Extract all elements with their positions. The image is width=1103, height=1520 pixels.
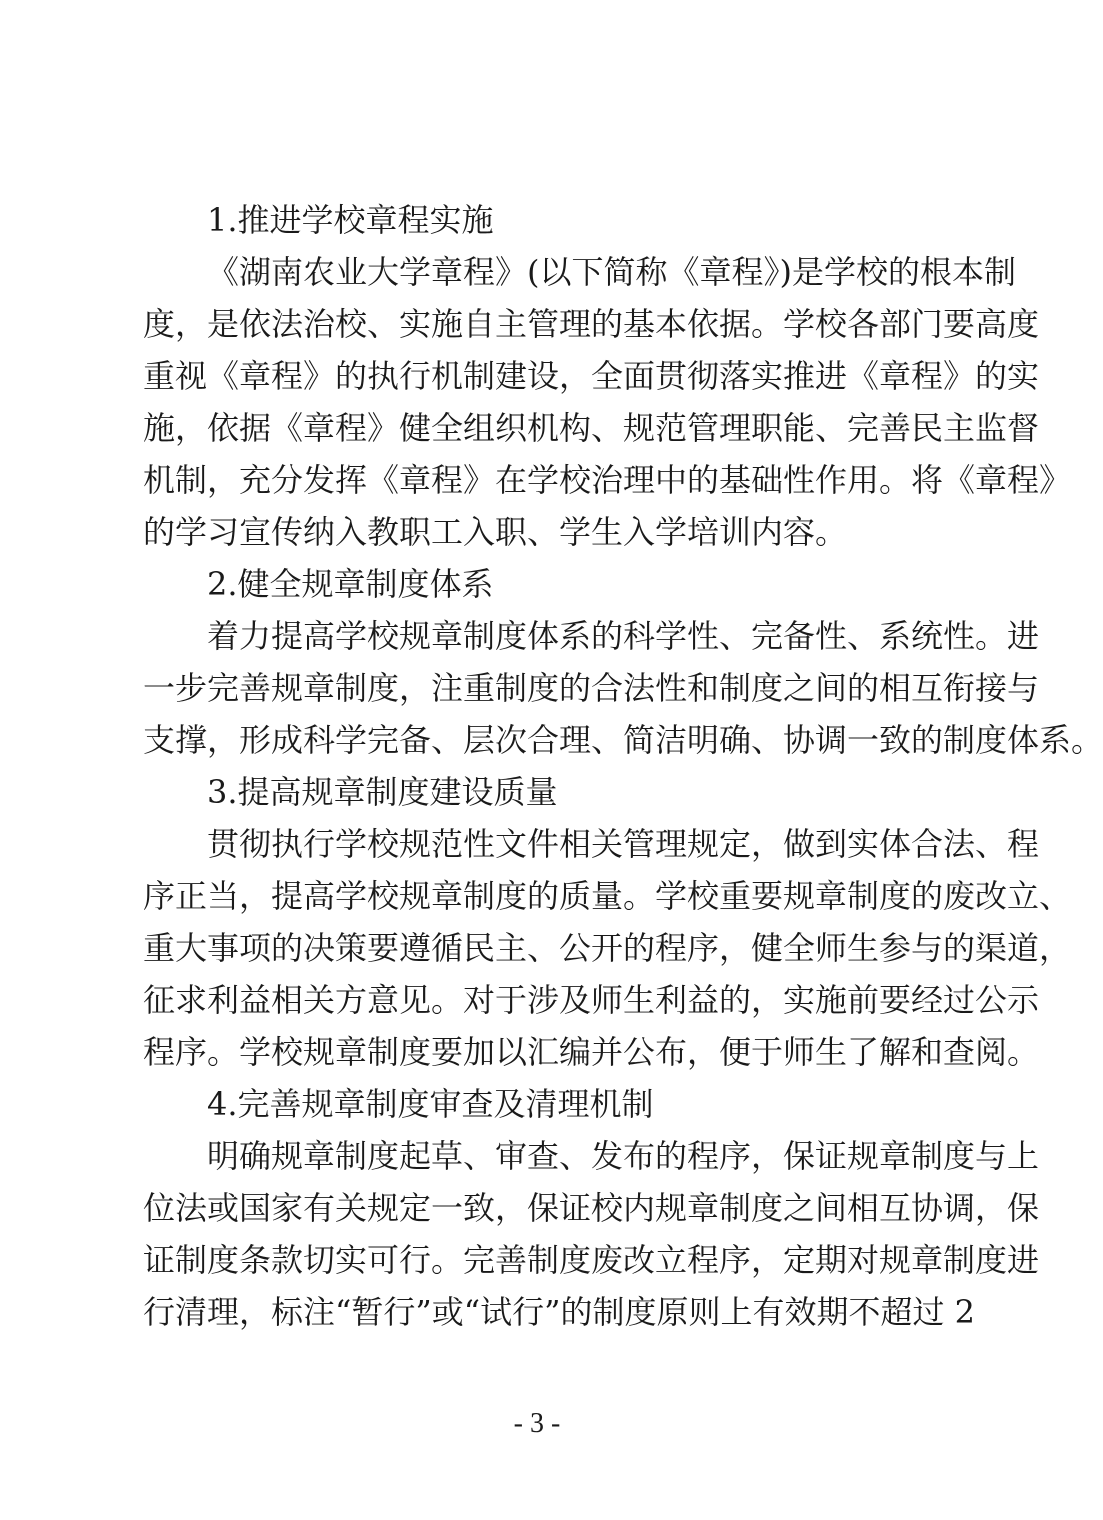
paragraph-line: 的学习宣传纳入教职工入职、学生入学培训内容。	[143, 513, 848, 551]
paragraph-line: 程序。学校规章制度要加以汇编并公布，便于师生了解和查阅。	[143, 1033, 1040, 1071]
paragraph-line: 机制，充分发挥《章程》在学校治理中的基础性作用。将《章程》	[143, 461, 1072, 499]
section-heading-2: 2.健全规章制度体系	[207, 565, 494, 603]
page-number: - 3 -	[513, 1408, 561, 1439]
paragraph-line: 《湖南农业大学章程》(以下简称《章程》)是学校的根本制	[207, 253, 1016, 291]
paragraph-line: 序正当，提高学校规章制度的质量。学校重要规章制度的废改立、	[143, 877, 1072, 915]
paragraph-line: 证制度条款切实可行。完善制度废改立程序，定期对规章制度进	[143, 1241, 1040, 1279]
paragraph-line: 贯彻执行学校规范性文件相关管理规定，做到实体合法、程	[207, 825, 1040, 863]
paragraph-line: 支撑，形成科学完备、层次合理、简洁明确、协调一致的制度体系。	[143, 721, 1103, 759]
paragraph-line: 重大事项的决策要遵循民主、公开的程序，健全师生参与的渠道，	[143, 929, 1072, 967]
paragraph-line: 度，是依法治校、实施自主管理的基本依据。学校各部门要高度	[143, 305, 1040, 343]
paragraph-line: 着力提高学校规章制度体系的科学性、完备性、系统性。进	[207, 617, 1040, 655]
section-heading-1: 1.推进学校章程实施	[207, 201, 494, 239]
paragraph-line: 明确规章制度起草、审查、发布的程序，保证规章制度与上	[207, 1137, 1040, 1175]
section-heading-4: 4.完善规章制度审查及清理机制	[207, 1085, 654, 1123]
paragraph-line: 施，依据《章程》健全组织机构、规范管理职能、完善民主监督	[143, 409, 1040, 447]
section-heading-3: 3.提高规章制度建设质量	[207, 773, 558, 811]
paragraph-line: 一步完善规章制度，注重制度的合法性和制度之间的相互衔接与	[143, 669, 1040, 707]
paragraph-line: 位法或国家有关规定一致，保证校内规章制度之间相互协调，保	[143, 1189, 1040, 1227]
paragraph-line: 行清理，标注“暂行”或“试行”的制度原则上有效期不超过 2	[143, 1293, 975, 1331]
paragraph-line: 重视《章程》的执行机制建设，全面贯彻落实推进《章程》的实	[143, 357, 1040, 395]
paragraph-line: 征求利益相关方意见。对于涉及师生利益的，实施前要经过公示	[143, 981, 1040, 1019]
